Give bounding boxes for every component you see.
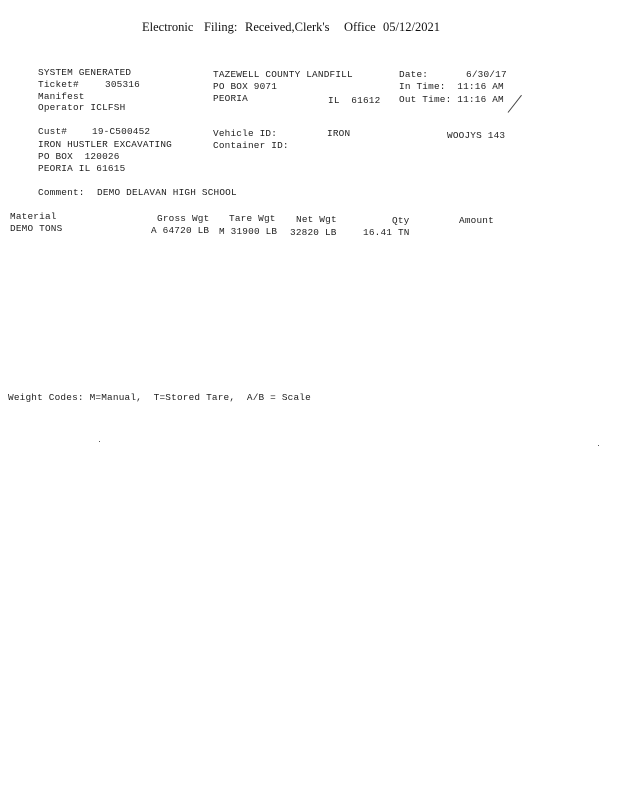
landfill-name: TAZEWELL COUNTY LANDFILL (213, 69, 353, 80)
comment-label: Comment: (38, 187, 85, 198)
header-filing: Filing: (204, 20, 238, 34)
handwritten-note: WOOJYS 143 (447, 130, 506, 141)
manifest-label: Manifest (38, 91, 85, 102)
operator-label: Operator ICLFSH (38, 102, 126, 113)
ticket-number: 305316 (105, 79, 140, 90)
weight-codes: Weight Codes: M=Manual, T=Stored Tare, A/B = Scale (8, 392, 311, 403)
vehicle-value: IRON (327, 128, 351, 139)
in-time: In Time: 11:16 AM (399, 81, 504, 92)
system-generated: SYSTEM GENERATED (38, 67, 132, 78)
landfill-state-zip: IL 61612 (328, 95, 381, 106)
header-date: 05/12/2021 (383, 20, 440, 34)
vehicle-label: Vehicle ID: (213, 128, 278, 139)
header-received: Received,Clerk's (245, 20, 330, 34)
row-gross: A 64720 LB (151, 225, 210, 236)
row-material: DEMO TONS (10, 223, 63, 234)
landfill-po-box: PO BOX 9071 (213, 81, 278, 92)
col-tare: Tare Wgt (229, 213, 276, 224)
header-electronic: Electronic (142, 20, 194, 34)
row-tare: M 31900 LB (219, 226, 278, 237)
landfill-city: PEORIA (213, 93, 248, 104)
row-qty: 16.41 TN (363, 227, 410, 238)
scan-speck (99, 441, 100, 442)
customer-po-box: PO BOX 120026 (38, 151, 120, 162)
date-value: 6/30/17 (466, 69, 507, 80)
ticket-label: Ticket# (38, 79, 79, 90)
customer-name: IRON HUSTLER EXCAVATING (38, 139, 172, 150)
col-material: Material (10, 211, 57, 222)
col-net: Net Wgt (296, 214, 337, 225)
col-qty: Qty (392, 215, 410, 226)
out-time: Out Time: 11:16 AM (399, 94, 504, 105)
scan-speck (598, 445, 599, 446)
date-label: Date: (399, 69, 429, 80)
cust-number: 19-C500452 (92, 126, 151, 137)
customer-city: PEORIA IL 61615 (38, 163, 126, 174)
col-gross: Gross Wgt (157, 213, 210, 224)
comment-value: DEMO DELAVAN HIGH SCHOOL (97, 187, 237, 198)
container-label: Container ID: (213, 140, 289, 151)
filing-header (0, 20, 618, 110)
row-net: 32820 LB (290, 227, 337, 238)
col-amount: Amount (459, 215, 494, 226)
header-office: Office (344, 20, 376, 34)
cust-label: Cust# (38, 126, 68, 137)
